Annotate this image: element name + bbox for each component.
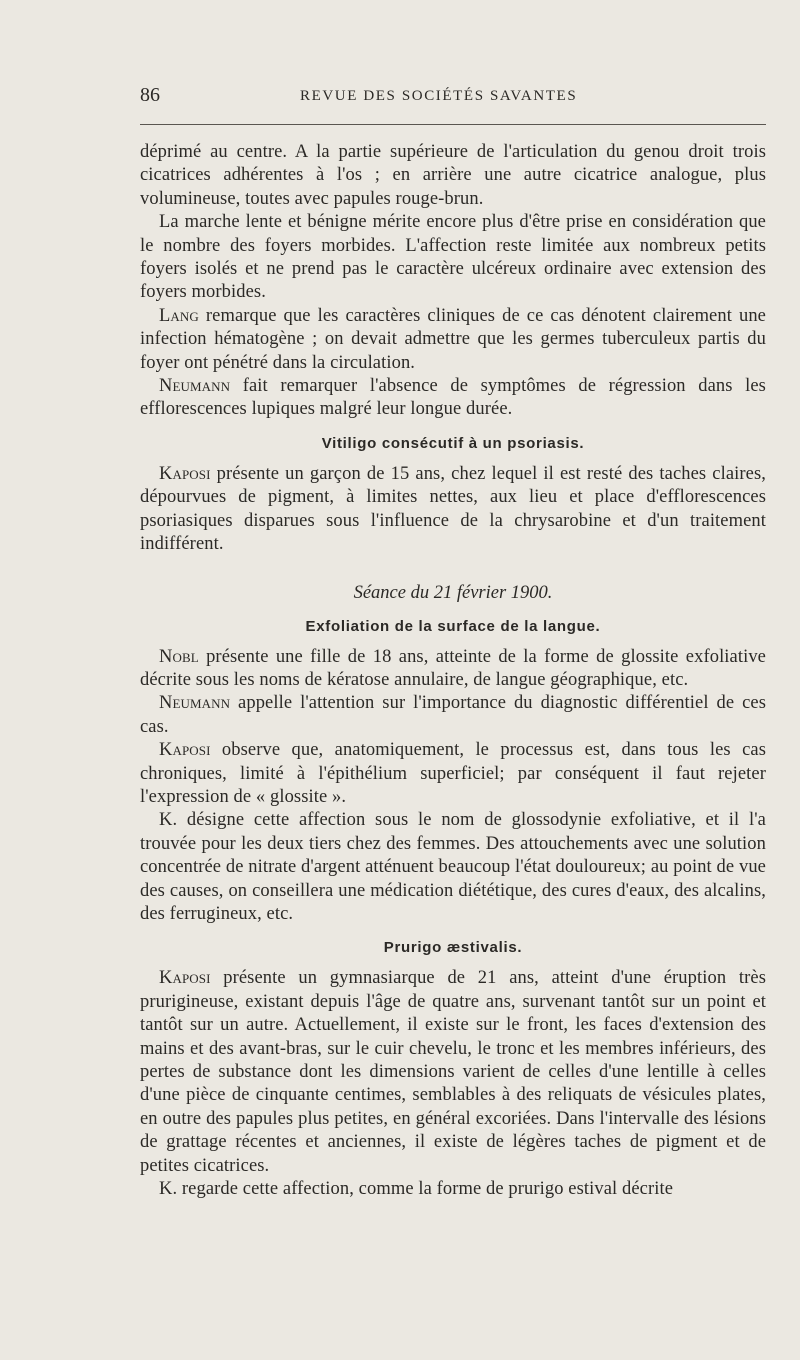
paragraph bbox=[140, 646, 766, 693]
paragraph-text: K. désigne cette affection sous le nom de glossodynie exfoliative, et il l'a trouvée pour les deux tiers chez des femmes. Des attouchements avec une solution concentrée de nitrate d'argent atténuent beaucoup l'état douloureux; au point de vue des causes, on conseillera une médication diététique, des cures d'eaux, des alcalins, des ferrugineux, etc. bbox=[140, 810, 766, 924]
header-rule bbox=[140, 124, 766, 125]
page-number: 86 bbox=[140, 84, 160, 106]
section-heading: Prurigo æstivalis. bbox=[383, 939, 523, 957]
paragraph-text: déprimé au centre. A la partie supérieure de l'articulation du genou droit trois cicatrices adhérentes à l'os ; en arrière une autre cicatrice analogue, plus volumineuse, toutes avec papules rouge-brun. bbox=[140, 142, 766, 209]
page-header bbox=[140, 84, 766, 110]
speaker-name: Kaposi bbox=[159, 463, 211, 484]
speaker-name: Nobl bbox=[159, 646, 199, 667]
paragraph bbox=[140, 305, 766, 375]
paragraph bbox=[140, 375, 766, 422]
paragraph bbox=[140, 141, 766, 211]
paragraph bbox=[140, 211, 766, 305]
paragraph-text: La marche lente et bénigne mérite encore plus d'être prise en considération que le nombre des foyers morbides. L'affection reste limitée aux nombreux petits foyers isolés et ne prend pas le caractère ulcéreux ordinaire avec extension des foyers morbides. bbox=[140, 212, 766, 303]
speaker-name: Kaposi bbox=[159, 740, 211, 761]
speaker-name: Kaposi bbox=[159, 968, 211, 989]
paragraph bbox=[140, 809, 766, 926]
section-heading: Vitiligo consécutif à un psoriasis. bbox=[321, 434, 585, 452]
paragraph bbox=[140, 967, 766, 1178]
paragraph-text: présente un gymnasiarque de 21 ans, atteint d'une éruption très prurigineuse, existant depuis l'âge de quatre ans, survenant tantôt sur un point et tantôt sur un autre. Actuellement, il existe sur le front, les faces d'extension des mains et des avant-bras, sur le cuir chevelu, le tronc et les membres inférieurs, des pertes de substance dont les dimensions varient de celles d'une lentille à celles d'une pièce de cinquante centimes, semblables à des reliquats de vésicules plates, en outre des papules plus petites, en général excoriées. Dans l'intervalle des lésions de grattage récentes et anciennes, il existe de légères taches de pigment et de petites cicatrices. bbox=[140, 968, 766, 1176]
running-title: REVUE DES SOCIÉTÉS SAVANTES bbox=[300, 88, 578, 104]
paragraph bbox=[140, 692, 766, 739]
session-date: Séance du 21 février 1900. bbox=[353, 582, 553, 603]
paragraph-text: remarque que les caractères cliniques de ce cas dénotent clairement une infection hématogène ; on devait admettre que les germes tuberculeux partis du foyer ont pénétré dans la circulation. bbox=[140, 305, 766, 373]
paragraph-text: observe que, anatomiquement, le processus est, dans tous les cas chroniques, limité à l'épithélium superficiel; par conséquent il faut rejeter l'expression de « glossite ». bbox=[140, 740, 766, 807]
section-heading: Exfoliation de la surface de la langue. bbox=[305, 617, 601, 635]
paragraph-text: appelle l'attention sur l'importance du diagnostic différentiel de ces cas. bbox=[140, 693, 766, 737]
paragraph bbox=[140, 739, 766, 809]
article-body bbox=[140, 141, 766, 1201]
paragraph-text: K. regarde cette affection, comme la forme de prurigo estival décrite bbox=[159, 1179, 674, 1200]
paragraph bbox=[140, 1178, 766, 1201]
speaker-name: Neumann bbox=[159, 376, 231, 397]
paragraph bbox=[140, 463, 766, 557]
paragraph-text: fait remarquer l'absence de symptômes de régression dans les efflorescences lupiques malgré leur longue durée. bbox=[140, 376, 766, 420]
paragraph-text: présente un garçon de 15 ans, chez lequel il est resté des taches claires, dépourvues de pigment, à limites nettes, aux lieu et place d'efflorescences psoriasiques disparues sous l'influence de la chrysarobine et d'un traitement indifférent. bbox=[140, 463, 766, 555]
paragraph-text: présente une fille de 18 ans, atteinte de la forme de glossite exfoliative décrite sous les noms de kératose annulaire, de langue géographique, etc. bbox=[140, 646, 766, 690]
speaker-name: Neumann bbox=[159, 693, 231, 714]
speaker-name: Lang bbox=[159, 305, 199, 326]
